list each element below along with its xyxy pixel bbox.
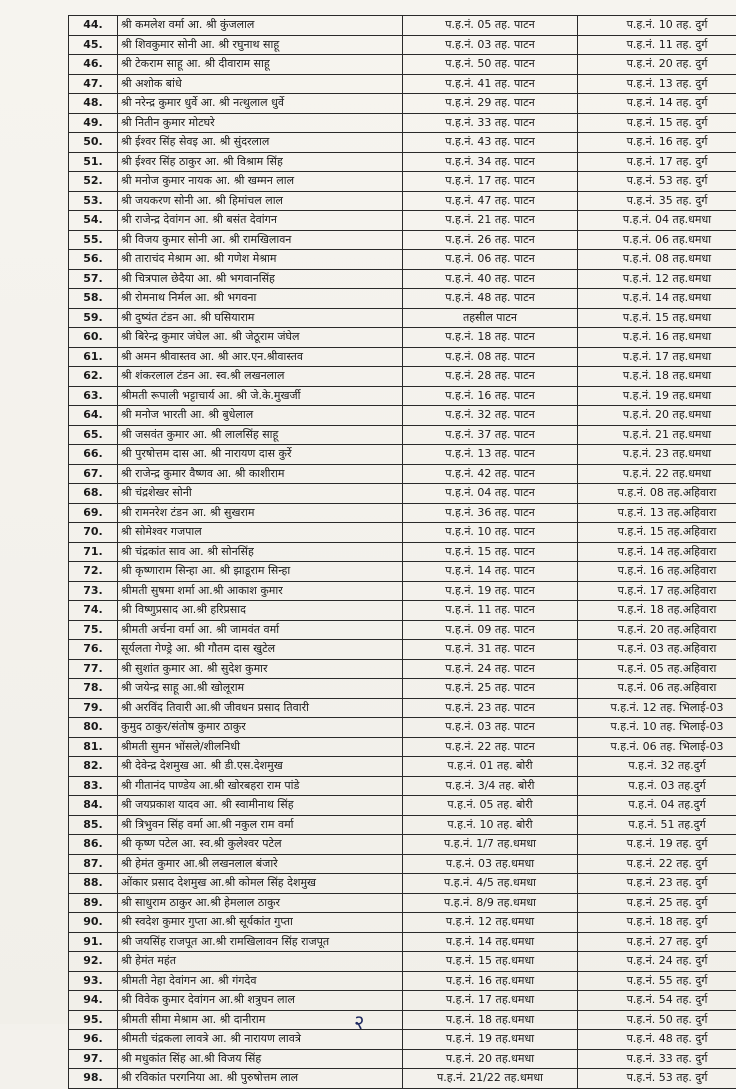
new-posting-cell: प.ह.नं. 06 तह. भिलाई-03 xyxy=(578,737,736,757)
employee-name-cell: श्री टेकराम साहू आ. श्री दीवाराम साहू xyxy=(118,55,403,75)
table-row xyxy=(69,308,736,328)
serial-number-cell: 76. xyxy=(69,640,118,660)
table-row xyxy=(69,913,736,933)
new-posting-cell: प.ह.नं. 12 तह.धमधा xyxy=(578,269,736,289)
employee-name-cell: श्री ईश्वर सिंह ठाकुर आ. श्री विश्राम सिंह xyxy=(118,152,403,172)
employee-name-cell: श्रीमती सीमा मेश्राम आ. श्री दानीराम xyxy=(118,1010,403,1030)
current-posting-cell: प.ह.नं. 24 तह. पाटन xyxy=(403,659,578,679)
table-row xyxy=(69,74,736,94)
serial-number-cell: 81. xyxy=(69,737,118,757)
new-posting-cell: प.ह.नं. 21 तह.धमधा xyxy=(578,425,736,445)
new-posting-cell: प.ह.नं. 14 तह.धमधा xyxy=(578,289,736,309)
serial-number-cell: 72. xyxy=(69,562,118,582)
serial-number-cell: 74. xyxy=(69,601,118,621)
serial-number-cell: 83. xyxy=(69,776,118,796)
current-posting-cell: प.ह.नं. 21/22 तह.धमधा xyxy=(403,1069,578,1089)
employee-name-cell: श्री चित्रपाल छेदैया आ. श्री भगवानसिंह xyxy=(118,269,403,289)
serial-number-cell: 73. xyxy=(69,581,118,601)
employee-name-cell: श्री मधुकांत सिंह आ.श्री विजय सिंह xyxy=(118,1049,403,1069)
table-row xyxy=(69,55,736,75)
current-posting-cell: प.ह.नं. 03 तह.धमधा xyxy=(403,854,578,874)
current-posting-cell: प.ह.नं. 01 तह. बोरी xyxy=(403,757,578,777)
current-posting-cell: प.ह.नं. 34 तह. पाटन xyxy=(403,152,578,172)
employee-name-cell: श्री हेमंत कुमार आ.श्री लखनलाल बंजारे xyxy=(118,854,403,874)
employee-name-cell: श्री अरविंद तिवारी आ.श्री जीवधन प्रसाद तिवारी xyxy=(118,698,403,718)
serial-number-cell: 75. xyxy=(69,620,118,640)
table-row xyxy=(69,854,736,874)
table-row xyxy=(69,191,736,211)
employee-name-cell: श्री स्वदेश कुमार गुप्ता आ.श्री सूर्यकांत गुप्ता xyxy=(118,913,403,933)
serial-number-cell: 44. xyxy=(69,16,118,36)
new-posting-cell: प.ह.नं. 03 तह.अहिवारा xyxy=(578,640,736,660)
current-posting-cell: प.ह.नं. 05 तह. बोरी xyxy=(403,796,578,816)
table-row xyxy=(69,640,736,660)
table-row xyxy=(69,542,736,562)
current-posting-cell: प.ह.नं. 03 तह. पाटन xyxy=(403,718,578,738)
current-posting-cell: प.ह.नं. 37 तह. पाटन xyxy=(403,425,578,445)
new-posting-cell: प.ह.नं. 04 तह.धमधा xyxy=(578,211,736,231)
current-posting-cell: प.ह.नं. 50 तह. पाटन xyxy=(403,55,578,75)
table-row xyxy=(69,757,736,777)
employee-name-cell: श्री जयप्रकाश यादव आ. श्री स्वामीनाथ सिंह xyxy=(118,796,403,816)
serial-number-cell: 92. xyxy=(69,952,118,972)
employee-name-cell: ओंकार प्रसाद देशमुख आ.श्री कोमल सिंह देशमुख xyxy=(118,874,403,894)
current-posting-cell: प.ह.नं. 15 तह.धमधा xyxy=(403,952,578,972)
current-posting-cell: प.ह.नं. 12 तह.धमधा xyxy=(403,913,578,933)
new-posting-cell: प.ह.नं. 27 तह. दुर्ग xyxy=(578,932,736,952)
new-posting-cell: प.ह.नं. 08 तह.धमधा xyxy=(578,250,736,270)
current-posting-cell: प.ह.नं. 31 तह. पाटन xyxy=(403,640,578,660)
table-row xyxy=(69,289,736,309)
employee-name-cell: श्रीमती चंद्रकला लावत्रे आ. श्री नारायण लावत्रे xyxy=(118,1030,403,1050)
new-posting-cell: प.ह.नं. 51 तह.दुर्ग xyxy=(578,815,736,835)
serial-number-cell: 47. xyxy=(69,74,118,94)
new-posting-cell: प.ह.नं. 13 तह.अहिवारा xyxy=(578,503,736,523)
table-row xyxy=(69,35,736,55)
new-posting-cell: प.ह.नं. 03 तह.दुर्ग xyxy=(578,776,736,796)
serial-number-cell: 53. xyxy=(69,191,118,211)
table-row xyxy=(69,133,736,153)
employee-name-cell: श्रीमती सुषमा शर्मा आ.श्री आकाश कुमार xyxy=(118,581,403,601)
serial-number-cell: 61. xyxy=(69,347,118,367)
table-row xyxy=(69,893,736,913)
table-row xyxy=(69,269,736,289)
employee-name-cell: श्री सुशांत कुमार आ. श्री सुदेश कुमार xyxy=(118,659,403,679)
employee-name-cell: श्री जयसिंह राजपूत आ.श्री रामखिलावन सिंह राजपूत xyxy=(118,932,403,952)
table-row xyxy=(69,503,736,523)
serial-number-cell: 58. xyxy=(69,289,118,309)
current-posting-cell: प.ह.नं. 09 तह. पाटन xyxy=(403,620,578,640)
table-row xyxy=(69,172,736,192)
employee-name-cell: श्री कमलेश वर्मा आ. श्री कुंजलाल xyxy=(118,16,403,36)
employee-name-cell: सूर्यलता गेण्ड्रे आ. श्री गौतम दास खुटेल xyxy=(118,640,403,660)
new-posting-cell: प.ह.नं. 18 तह.अहिवारा xyxy=(578,601,736,621)
employee-name-cell: श्री बिरेन्द्र कुमार जंघेल आ. श्री जेठूराम जंघेल xyxy=(118,328,403,348)
current-posting-cell: प.ह.नं. 28 तह. पाटन xyxy=(403,367,578,387)
table-row xyxy=(69,835,736,855)
serial-number-cell: 57. xyxy=(69,269,118,289)
new-posting-cell: प.ह.नं. 48 तह. दुर्ग xyxy=(578,1030,736,1050)
serial-number-cell: 63. xyxy=(69,386,118,406)
table-row xyxy=(69,250,736,270)
serial-number-cell: 66. xyxy=(69,445,118,465)
serial-number-cell: 77. xyxy=(69,659,118,679)
current-posting-cell: प.ह.नं. 16 तह. पाटन xyxy=(403,386,578,406)
new-posting-cell: प.ह.नं. 55 तह. दुर्ग xyxy=(578,971,736,991)
table-row xyxy=(69,796,736,816)
table-row xyxy=(69,659,736,679)
new-posting-cell: प.ह.नं. 17 तह.धमधा xyxy=(578,347,736,367)
employee-name-cell: श्री हेमंत महंत xyxy=(118,952,403,972)
employee-name-cell: श्री शंकरलाल टंडन आ. स्व.श्री लखनलाल xyxy=(118,367,403,387)
table-row xyxy=(69,523,736,543)
new-posting-cell: प.ह.नं. 18 तह.धमधा xyxy=(578,367,736,387)
current-posting-cell: प.ह.नं. 33 तह. पाटन xyxy=(403,113,578,133)
employee-name-cell: श्री रविकांत परगनिया आ. श्री पुरुषोत्तम लाल xyxy=(118,1069,403,1089)
new-posting-cell: प.ह.नं. 08 तह.अहिवारा xyxy=(578,484,736,504)
current-posting-cell: प.ह.नं. 03 तह. पाटन xyxy=(403,35,578,55)
serial-number-cell: 78. xyxy=(69,679,118,699)
employee-name-cell: श्री नरेन्द्र कुमार धुर्वे आ. श्री नत्थुलाल धुर्वे xyxy=(118,94,403,114)
new-posting-cell: प.ह.नं. 18 तह. दुर्ग xyxy=(578,913,736,933)
new-posting-cell: प.ह.नं. 06 तह.अहिवारा xyxy=(578,679,736,699)
employee-name-cell: श्री चंद्रशेखर सोनी xyxy=(118,484,403,504)
table-row xyxy=(69,328,736,348)
serial-number-cell: 88. xyxy=(69,874,118,894)
table-row xyxy=(69,1049,736,1069)
current-posting-cell: प.ह.नं. 43 तह. पाटन xyxy=(403,133,578,153)
current-posting-cell: प.ह.नं. 29 तह. पाटन xyxy=(403,94,578,114)
current-posting-cell: प.ह.नं. 18 तह. पाटन xyxy=(403,328,578,348)
new-posting-cell: प.ह.नं. 14 तह. दुर्ग xyxy=(578,94,736,114)
current-posting-cell: प.ह.नं. 21 तह. पाटन xyxy=(403,211,578,231)
new-posting-cell: प.ह.नं. 13 तह. दुर्ग xyxy=(578,74,736,94)
current-posting-cell: प.ह.नं. 23 तह. पाटन xyxy=(403,698,578,718)
current-posting-cell: प.ह.नं. 41 तह. पाटन xyxy=(403,74,578,94)
serial-number-cell: 96. xyxy=(69,1030,118,1050)
employee-name-cell: श्री कृष्ण पटेल आ. स्व.श्री कुलेश्वर पटेल xyxy=(118,835,403,855)
new-posting-cell: प.ह.नं. 19 तह.धमधा xyxy=(578,386,736,406)
serial-number-cell: 64. xyxy=(69,406,118,426)
current-posting-cell: प.ह.नं. 22 तह. पाटन xyxy=(403,737,578,757)
current-posting-cell: प.ह.नं. 48 तह. पाटन xyxy=(403,289,578,309)
table-row xyxy=(69,445,736,465)
table-row xyxy=(69,874,736,894)
new-posting-cell: प.ह.नं. 15 तह. दुर्ग xyxy=(578,113,736,133)
table-row xyxy=(69,718,736,738)
current-posting-cell: प.ह.नं. 47 तह. पाटन xyxy=(403,191,578,211)
employee-name-cell: श्री अशोक बांधे xyxy=(118,74,403,94)
serial-number-cell: 50. xyxy=(69,133,118,153)
table-row xyxy=(69,698,736,718)
employee-name-cell: श्री जयेन्द्र साहू आ.श्री खोलूराम xyxy=(118,679,403,699)
table-row xyxy=(69,1069,736,1089)
current-posting-cell: प.ह.नं. 05 तह. पाटन xyxy=(403,16,578,36)
employee-name-cell: श्रीमती अर्चना वर्मा आ. श्री जामवंत वर्मा xyxy=(118,620,403,640)
serial-number-cell: 54. xyxy=(69,211,118,231)
new-posting-cell: प.ह.नं. 20 तह.अहिवारा xyxy=(578,620,736,640)
employee-name-cell: श्री त्रिभुवन सिंह वर्मा आ.श्री नकुल राम वर्मा xyxy=(118,815,403,835)
serial-number-cell: 82. xyxy=(69,757,118,777)
table-row xyxy=(69,406,736,426)
current-posting-cell: प.ह.नं. 16 तह.धमधा xyxy=(403,971,578,991)
new-posting-cell: प.ह.नं. 12 तह. भिलाई-03 xyxy=(578,698,736,718)
employee-name-cell: श्री राजेन्द्र कुमार वैष्णव आ. श्री काशीराम xyxy=(118,464,403,484)
new-posting-cell: प.ह.नं. 22 तह.धमधा xyxy=(578,464,736,484)
employee-name-cell: श्री जसवंत कुमार आ. श्री लालसिंह साहू xyxy=(118,425,403,445)
table-row xyxy=(69,815,736,835)
serial-number-cell: 95. xyxy=(69,1010,118,1030)
employee-name-cell: श्री मनोज कुमार नायक आ. श्री खम्मन लाल xyxy=(118,172,403,192)
current-posting-cell: प.ह.नं. 08 तह. पाटन xyxy=(403,347,578,367)
employee-name-cell: श्री शिवकुमार सोनी आ. श्री रघुनाथ साहू xyxy=(118,35,403,55)
new-posting-cell: प.ह.नं. 50 तह. दुर्ग xyxy=(578,1010,736,1030)
employee-name-cell: श्री अमन श्रीवास्तव आ. श्री आर.एन.श्रीवास्तव xyxy=(118,347,403,367)
employee-name-cell: श्री विष्णुप्रसाद आ.श्री हरिप्रसाद xyxy=(118,601,403,621)
serial-number-cell: 89. xyxy=(69,893,118,913)
table-row xyxy=(69,776,736,796)
current-posting-cell: प.ह.नं. 14 तह.धमधा xyxy=(403,932,578,952)
table-row xyxy=(69,952,736,972)
handwritten-mark: २ xyxy=(354,1008,364,1035)
serial-number-cell: 91. xyxy=(69,932,118,952)
table-row xyxy=(69,679,736,699)
table-row xyxy=(69,991,736,1011)
new-posting-cell: प.ह.नं. 06 तह.धमधा xyxy=(578,230,736,250)
serial-number-cell: 51. xyxy=(69,152,118,172)
current-posting-cell: प.ह.नं. 4/5 तह.धमधा xyxy=(403,874,578,894)
new-posting-cell: प.ह.नं. 25 तह. दुर्ग xyxy=(578,893,736,913)
table-row xyxy=(69,94,736,114)
employee-name-cell: श्री गीतानंद पाण्डेय आ.श्री खोरबहरा राम पांडे xyxy=(118,776,403,796)
employee-name-cell: श्री सोमेश्वर गजपाल xyxy=(118,523,403,543)
current-posting-cell: प.ह.नं. 18 तह.धमधा xyxy=(403,1010,578,1030)
serial-number-cell: 56. xyxy=(69,250,118,270)
current-posting-cell: प.ह.नं. 11 तह. पाटन xyxy=(403,601,578,621)
serial-number-cell: 97. xyxy=(69,1049,118,1069)
employee-name-cell: श्री ताराचंद मेश्राम आ. श्री गणेश मेश्राम xyxy=(118,250,403,270)
serial-number-cell: 87. xyxy=(69,854,118,874)
current-posting-cell: तहसील पाटन xyxy=(403,308,578,328)
employee-name-cell: श्री जयकरण सोनी आ. श्री हिमांचल लाल xyxy=(118,191,403,211)
employee-name-cell: श्रीमती सुमन भोंसले/शीलनिधी xyxy=(118,737,403,757)
table-row xyxy=(69,464,736,484)
current-posting-cell: प.ह.नं. 15 तह. पाटन xyxy=(403,542,578,562)
serial-number-cell: 65. xyxy=(69,425,118,445)
current-posting-cell: प.ह.नं. 19 तह.धमधा xyxy=(403,1030,578,1050)
employee-name-cell: श्री विजय कुमार सोनी आ. श्री रामखिलावन xyxy=(118,230,403,250)
serial-number-cell: 86. xyxy=(69,835,118,855)
employee-name-cell: श्री ईश्वर सिंह सेवइ आ. श्री सुंदरलाल xyxy=(118,133,403,153)
serial-number-cell: 49. xyxy=(69,113,118,133)
new-posting-cell: प.ह.नं. 16 तह.धमधा xyxy=(578,328,736,348)
new-posting-cell: प.ह.नं. 53 तह. दुर्ग xyxy=(578,1069,736,1089)
employee-name-cell: श्री चंद्रकांत साव आ. श्री सोनसिंह xyxy=(118,542,403,562)
current-posting-cell: प.ह.नं. 20 तह.धमधा xyxy=(403,1049,578,1069)
serial-number-cell: 70. xyxy=(69,523,118,543)
new-posting-cell: प.ह.नं. 17 तह.अहिवारा xyxy=(578,581,736,601)
new-posting-cell: प.ह.नं. 20 तह.धमधा xyxy=(578,406,736,426)
table-row xyxy=(69,562,736,582)
employee-name-cell: श्रीमती रूपाली भट्टाचार्य आ. श्री जे.के.मुखर्जी xyxy=(118,386,403,406)
new-posting-cell: प.ह.नं. 35 तह. दुर्ग xyxy=(578,191,736,211)
new-posting-cell: प.ह.नं. 22 तह. दुर्ग xyxy=(578,854,736,874)
serial-number-cell: 93. xyxy=(69,971,118,991)
table-row xyxy=(69,601,736,621)
current-posting-cell: प.ह.नं. 25 तह. पाटन xyxy=(403,679,578,699)
table-row xyxy=(69,737,736,757)
employee-name-cell: श्री पुरषोत्तम दास आ. श्री नारायण दास कुर्रे xyxy=(118,445,403,465)
current-posting-cell: प.ह.नं. 10 तह. बोरी xyxy=(403,815,578,835)
table-row xyxy=(69,211,736,231)
serial-number-cell: 68. xyxy=(69,484,118,504)
employee-name-cell: श्री मनोज भारती आ. श्री बुधेलाल xyxy=(118,406,403,426)
serial-number-cell: 45. xyxy=(69,35,118,55)
current-posting-cell: प.ह.नं. 8/9 तह.धमधा xyxy=(403,893,578,913)
serial-number-cell: 90. xyxy=(69,913,118,933)
table-row xyxy=(69,152,736,172)
serial-number-cell: 94. xyxy=(69,991,118,1011)
new-posting-cell: प.ह.नं. 14 तह.अहिवारा xyxy=(578,542,736,562)
current-posting-cell: प.ह.नं. 17 तह. पाटन xyxy=(403,172,578,192)
current-posting-cell: प.ह.नं. 06 तह. पाटन xyxy=(403,250,578,270)
serial-number-cell: 67. xyxy=(69,464,118,484)
current-posting-cell: प.ह.नं. 04 तह. पाटन xyxy=(403,484,578,504)
serial-number-cell: 71. xyxy=(69,542,118,562)
current-posting-cell: प.ह.नं. 17 तह.धमधा xyxy=(403,991,578,1011)
table-row xyxy=(69,1010,736,1030)
employee-name-cell: श्री राजेन्द्र देवांगन आ. श्री बसंत देवांगन xyxy=(118,211,403,231)
table-row xyxy=(69,971,736,991)
new-posting-cell: प.ह.नं. 54 तह. दुर्ग xyxy=(578,991,736,1011)
new-posting-cell: प.ह.नं. 15 तह.धमधा xyxy=(578,308,736,328)
new-posting-cell: प.ह.नं. 15 तह.अहिवारा xyxy=(578,523,736,543)
serial-number-cell: 55. xyxy=(69,230,118,250)
new-posting-cell: प.ह.नं. 16 तह. दुर्ग xyxy=(578,133,736,153)
table-row xyxy=(69,16,736,36)
serial-number-cell: 85. xyxy=(69,815,118,835)
new-posting-cell: प.ह.नं. 23 तह.धमधा xyxy=(578,445,736,465)
table-row xyxy=(69,425,736,445)
serial-number-cell: 46. xyxy=(69,55,118,75)
new-posting-cell: प.ह.नं. 04 तह.दुर्ग xyxy=(578,796,736,816)
current-posting-cell: प.ह.नं. 42 तह. पाटन xyxy=(403,464,578,484)
current-posting-cell: प.ह.नं. 1/7 तह.धमधा xyxy=(403,835,578,855)
employee-name-cell: कुमुद ठाकुर/संतोष कुमार ठाकुर xyxy=(118,718,403,738)
serial-number-cell: 62. xyxy=(69,367,118,387)
table-row xyxy=(69,484,736,504)
new-posting-cell: प.ह.नं. 05 तह.अहिवारा xyxy=(578,659,736,679)
current-posting-cell: प.ह.नं. 14 तह. पाटन xyxy=(403,562,578,582)
table-row xyxy=(69,367,736,387)
new-posting-cell: प.ह.नं. 10 तह. दुर्ग xyxy=(578,16,736,36)
current-posting-cell: प.ह.नं. 13 तह. पाटन xyxy=(403,445,578,465)
serial-number-cell: 98. xyxy=(69,1069,118,1089)
employee-name-cell: श्रीमती नेहा देवांगन आ. श्री गंगदेव xyxy=(118,971,403,991)
current-posting-cell: प.ह.नं. 40 तह. पाटन xyxy=(403,269,578,289)
new-posting-cell: प.ह.नं. 24 तह. दुर्ग xyxy=(578,952,736,972)
employee-name-cell: श्री नितीन कुमार मोटघरे xyxy=(118,113,403,133)
employee-name-cell: श्री देवेन्द्र देशमुख आ. श्री डी.एस.देशमुख xyxy=(118,757,403,777)
new-posting-cell: प.ह.नं. 10 तह. भिलाई-03 xyxy=(578,718,736,738)
employee-name-cell: श्री विवेक कुमार देवांगन आ.श्री शत्रुघन लाल xyxy=(118,991,403,1011)
new-posting-cell: प.ह.नं. 11 तह. दुर्ग xyxy=(578,35,736,55)
table-row xyxy=(69,386,736,406)
current-posting-cell: प.ह.नं. 19 तह. पाटन xyxy=(403,581,578,601)
serial-number-cell: 69. xyxy=(69,503,118,523)
employee-name-cell: श्री दुष्यंत टंडन आ. श्री घसियाराम xyxy=(118,308,403,328)
serial-number-cell: 52. xyxy=(69,172,118,192)
current-posting-cell: प.ह.नं. 26 तह. पाटन xyxy=(403,230,578,250)
table-row xyxy=(69,230,736,250)
serial-number-cell: 48. xyxy=(69,94,118,114)
serial-number-cell: 60. xyxy=(69,328,118,348)
serial-number-cell: 79. xyxy=(69,698,118,718)
table-row xyxy=(69,113,736,133)
employee-name-cell: श्री रोमनाथ निर्मल आ. श्री भगवना xyxy=(118,289,403,309)
new-posting-cell: प.ह.नं. 16 तह.अहिवारा xyxy=(578,562,736,582)
table-row xyxy=(69,347,736,367)
current-posting-cell: प.ह.नं. 36 तह. पाटन xyxy=(403,503,578,523)
table-row xyxy=(69,932,736,952)
serial-number-cell: 80. xyxy=(69,718,118,738)
current-posting-cell: प.ह.नं. 3/4 तह. बोरी xyxy=(403,776,578,796)
new-posting-cell: प.ह.नं. 23 तह. दुर्ग xyxy=(578,874,736,894)
new-posting-cell: प.ह.नं. 17 तह. दुर्ग xyxy=(578,152,736,172)
serial-number-cell: 84. xyxy=(69,796,118,816)
transfer-list-table xyxy=(68,15,736,1089)
new-posting-cell: प.ह.नं. 32 तह.दुर्ग xyxy=(578,757,736,777)
new-posting-cell: प.ह.नं. 33 तह. दुर्ग xyxy=(578,1049,736,1069)
new-posting-cell: प.ह.नं. 20 तह. दुर्ग xyxy=(578,55,736,75)
table-row xyxy=(69,581,736,601)
employee-name-cell: श्री रामनरेश टंडन आ. श्री सुखराम xyxy=(118,503,403,523)
table-row xyxy=(69,1030,736,1050)
new-posting-cell: प.ह.नं. 53 तह. दुर्ग xyxy=(578,172,736,192)
current-posting-cell: प.ह.नं. 10 तह. पाटन xyxy=(403,523,578,543)
new-posting-cell: प.ह.नं. 19 तह. दुर्ग xyxy=(578,835,736,855)
employee-name-cell: श्री साधुराम ठाकुर आ.श्री हेमलाल ठाकुर xyxy=(118,893,403,913)
serial-number-cell: 59. xyxy=(69,308,118,328)
table-row xyxy=(69,620,736,640)
current-posting-cell: प.ह.नं. 32 तह. पाटन xyxy=(403,406,578,426)
employee-name-cell: श्री कृष्णाराम सिन्हा आ. श्री झाडूराम सिन्हा xyxy=(118,562,403,582)
